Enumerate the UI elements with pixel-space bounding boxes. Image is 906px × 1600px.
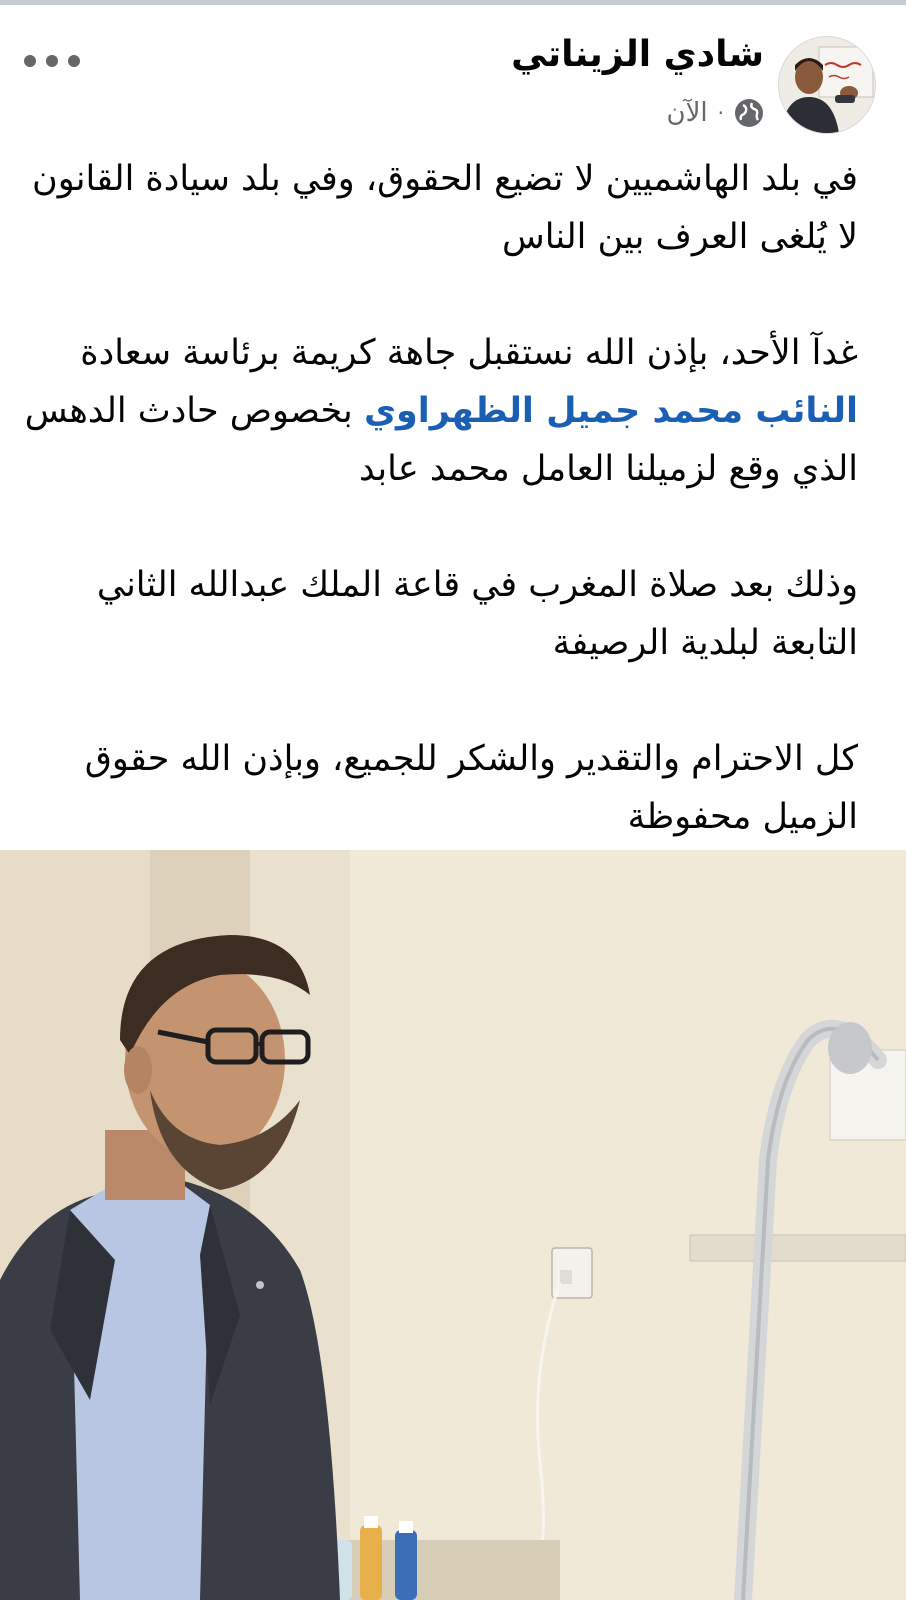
post-meta: [666, 96, 764, 130]
post-header: [0, 30, 906, 140]
more-icon-dot: [46, 55, 58, 67]
photo-scene: [0, 850, 906, 1600]
post-paragraph-3: وذلك بعد صلاة المغرب في قاعة الملك عبدالله الثاني التابعة لبلدية الرصيفة: [96, 565, 858, 663]
meta-separator: ·: [717, 101, 724, 125]
more-icon-dot: [68, 55, 80, 67]
top-divider: [0, 0, 906, 5]
post-photo[interactable]: [0, 850, 906, 1600]
globe-icon[interactable]: [734, 98, 764, 128]
mention-link[interactable]: النائب محمد جميل الظهراوي: [363, 391, 858, 431]
author-avatar[interactable]: [778, 36, 876, 134]
post-paragraph-4: كل الاحترام والتقدير والشكر للجميع، وبإذن الله حقوق الزميل محفوظة: [84, 739, 858, 837]
paragraph-text: بخصوص حادث الدهس الذي وقع لزميلنا العامل محمد عابد: [24, 391, 858, 489]
post-paragraph-2: [18, 324, 858, 498]
avatar-picture: [779, 37, 875, 133]
more-icon-dot: [24, 55, 36, 67]
paragraph-text: غدآ الأحد، بإذن الله نستقبل جاهة كريمة برئاسة سعادة: [80, 333, 858, 373]
post-paragraph-1: في بلد الهاشميين لا تضيع الحقوق، وفي بلد سيادة القانون لا يُلغى العرف بين الناس: [32, 159, 858, 257]
author-name[interactable]: شادي الزيناتي: [511, 34, 764, 75]
post-body: [18, 150, 858, 846]
post-timestamp[interactable]: الآن: [666, 98, 708, 128]
more-options-button[interactable]: [24, 44, 80, 78]
